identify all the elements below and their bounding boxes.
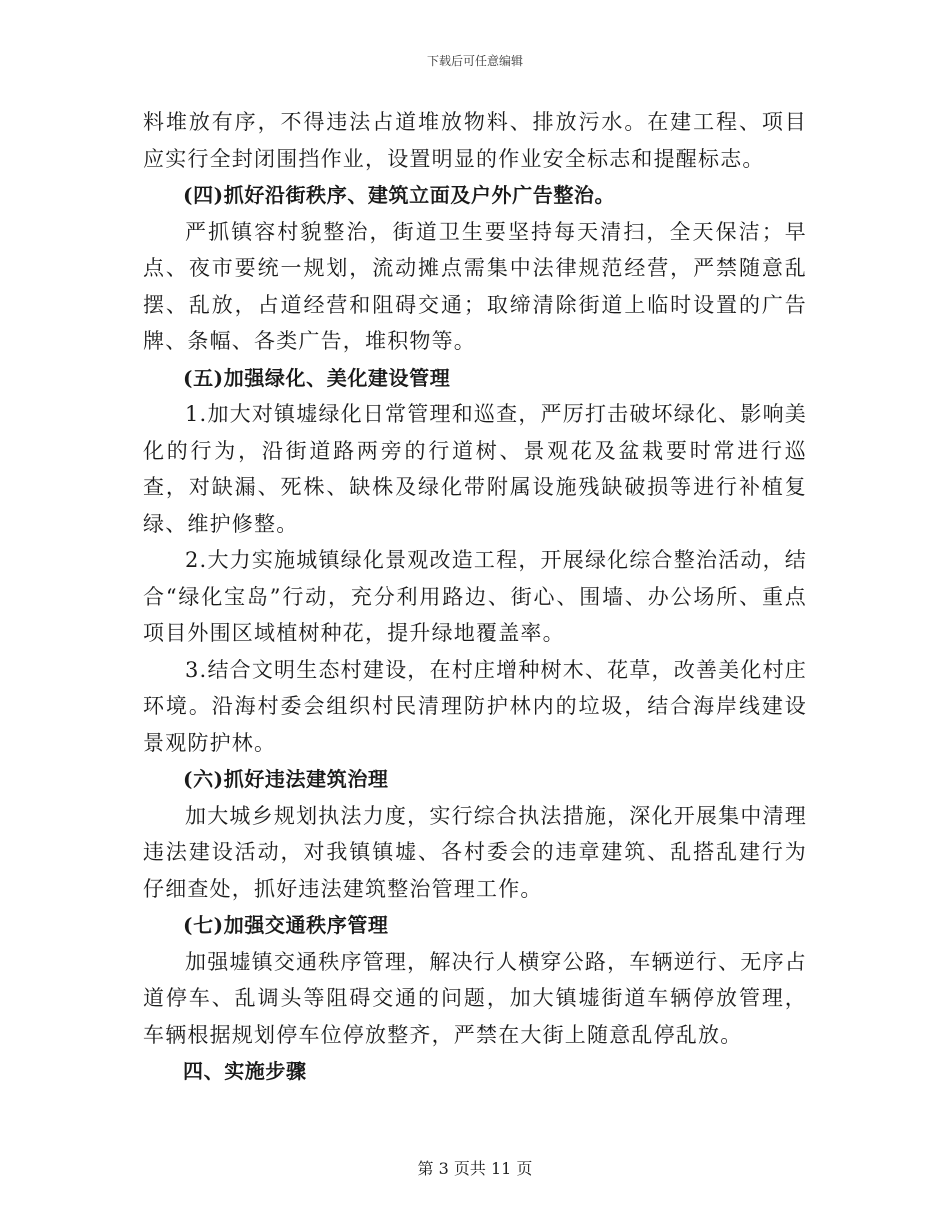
section-heading-4: (四)抓好沿街秩序、建筑立面及户外广告整治。 <box>183 183 616 207</box>
paragraph-greening-3: 3.结合文明生态村建设，在村庄增种树木、花草，改善美化村庄环境。沿海村委会组织村民清理防护林内的垃圾，结合海岸线建设景观防护林。 <box>143 657 807 755</box>
paragraph-traffic-order: 加强墟镇交通秩序管理，解决行人横穿公路，车辆逆行、无序占道停车、乱调头等阻碍交通的问题，加大镇墟街道车辆停放管理，车辆根据规划停车位停放整齐，严禁在大街上随意乱停乱放。 <box>143 949 807 1047</box>
page-header: 下载后可任意编辑 <box>426 54 523 68</box>
paragraph-greening-1: 1.加大对镇墟绿化日常管理和巡查，严厉打击破坏绿化、影响美化的行为，沿街道路两旁的行道树、景观花及盆栽要时常进行巡查，对缺漏、死株、缺株及绿化带附属设施残缺破损等进行补植复绿、维护修整。 <box>143 402 807 536</box>
paragraph-greening-2: 2.大力实施城镇绿化景观改造工程，开展绿化综合整治活动，结合“绿化宝岛”行动，充分利用路边、街心、围墙、办公场所、重点项目外围区域植树种花，提升绿地覆盖率。 <box>143 548 807 645</box>
section-heading-7: (七)加强交通秩序管理 <box>183 913 389 937</box>
paragraph-illegal-buildings: 加大城乡规划执法力度，实行综合执法措施，深化开展集中清理违法建设活动，对我镇镇墟、各村委会的违章建筑、乱搭乱建行为仔细查处，抓好违法建筑整治管理工作。 <box>143 803 807 901</box>
paragraph-street-order: 严抓镇容村貌整治，街道卫生要坚持每天清扫，全天保洁；早点、夜市要统一规划，流动摊点需集中法律规范经营，严禁随意乱摆、乱放，占道经营和阻碍交通；取缔清除街道上临时设置的广告牌、条幅、各类广告，堆积物等。 <box>143 219 807 353</box>
document-body <box>143 104 807 1090</box>
section-heading-6: (六)抓好违法建筑治理 <box>183 767 389 791</box>
paragraph-continued: 料堆放有序，不得违法占道堆放物料、排放污水。在建工程、项目应实行全封闭围挡作业，设置明显的作业安全标志和提醒标志。 <box>143 110 807 171</box>
section-heading-5: (五)加强绿化、美化建设管理 <box>183 365 451 390</box>
page-footer: 第 3 页共 11 页 <box>417 1159 533 1178</box>
section-heading-implementation: 四、实施步骤 <box>183 1059 307 1083</box>
